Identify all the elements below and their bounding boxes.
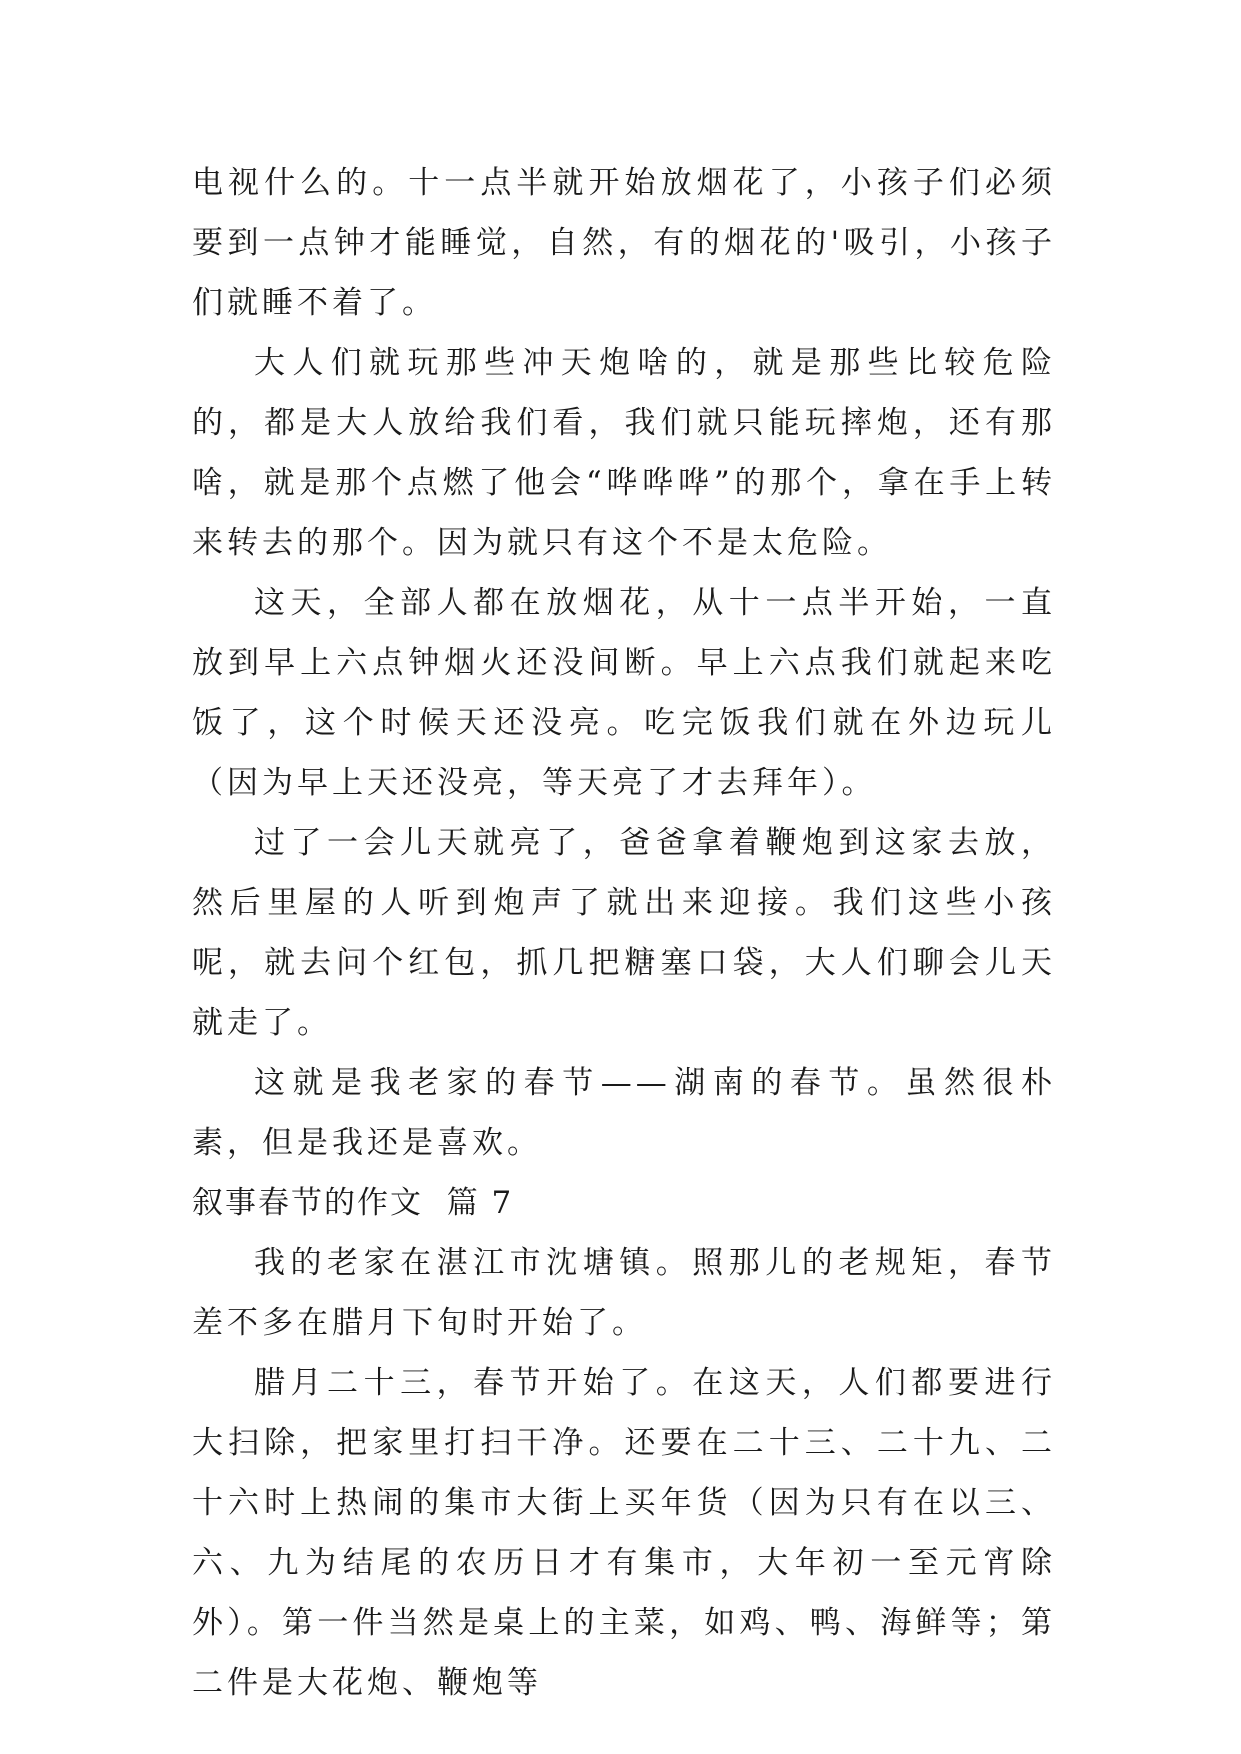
- paragraph-5: 这就是我老家的春节——湖南的春节。虽然很朴素，但是我还是喜欢。: [192, 1065, 1056, 1161]
- paragraph-2: 大人们就玩那些冲天炮啥的，就是那些比较危险的，都是大人放给我们看，我们就只能玩摔炮，还有那啥，就是那个点燃了他会“哗哗哗”的那个，拿在手上转来转去的那个。因为就只有这个不是太危险。: [192, 345, 1056, 561]
- section-heading: 叙事春节的作文 篇 7: [192, 1185, 514, 1221]
- document-body: [192, 153, 1056, 1713]
- paragraph-3: 这天，全部人都在放烟花，从十一点半开始，一直放到早上六点钟烟火还没间断。早上六点我们就起来吃饭了，这个时候天还没亮。吃完饭我们就在外边玩儿（因为早上天还没亮，等天亮了才去拜年）。: [192, 585, 1056, 801]
- paragraph-1: 电视什么的。十一点半就开始放烟花了，小孩子们必须要到一点钟才能睡觉，自然，有的烟花的'吸引，小孩子们就睡不着了。: [192, 165, 1056, 321]
- paragraph-4: 过了一会儿天就亮了，爸爸拿着鞭炮到这家去放，然后里屋的人听到炮声了就出来迎接。我们这些小孩呢，就去问个红包，抓几把糖塞口袋，大人们聊会儿天就走了。: [192, 825, 1056, 1041]
- paragraph-7: 腊月二十三，春节开始了。在这天，人们都要进行大扫除，把家里打扫干净。还要在二十三、二十九、二十六时上热闹的集市大街上买年货（因为只有在以三、六、九为结尾的农历日才有集市，大年初一至元宵除外）。第一件当然是桌上的主菜，如鸡、鸭、海鲜等；第二件是大花炮、鞭炮等: [192, 1365, 1056, 1701]
- paragraph-6: 我的老家在湛江市沈塘镇。照那儿的老规矩，春节差不多在腊月下旬时开始了。: [192, 1245, 1056, 1341]
